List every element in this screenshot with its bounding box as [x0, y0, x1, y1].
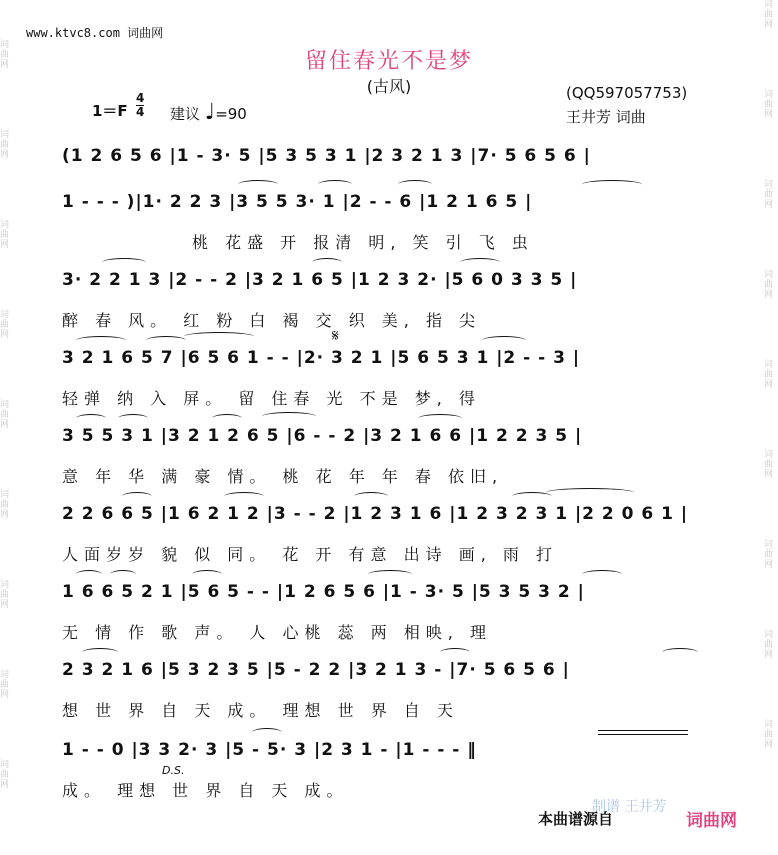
source-site-logo[interactable]: 词曲网	[686, 811, 737, 831]
sidebar-left	[0, 0, 14, 855]
arranger-credit: 制谱 王井芳	[592, 799, 667, 815]
notation-line: 1 - - 0 |3 3 2· 3 |5 - 5· 3 |2 3 1 - |1 - - - ‖	[62, 740, 477, 760]
tempo-value: =90	[215, 105, 247, 123]
watermark: 词曲网	[764, 90, 774, 120]
lyric-line: 轻弹 纳 入 屏。 留 住春 光 不是 梦, 得	[62, 389, 481, 408]
slur-mark	[76, 414, 106, 423]
notation-line: 3· 2 2 1 3 |2 - - 2 |3 2 1 6 5 |1 2 3 2· |5 6 0 3 3 5 |	[62, 270, 578, 290]
segno-icon: 𝄋	[332, 326, 339, 345]
watermark: 词曲网	[764, 720, 774, 750]
watermark: 词曲网	[0, 310, 10, 340]
lyric-line: 醉 春 风。 红 粉 白 褐 交 织 美, 指 尖	[62, 311, 482, 330]
lyric-line: 想 世 界 自 天 成。 理想 世 界 自 天	[62, 701, 459, 720]
key-signature: 1＝F	[92, 102, 128, 120]
author-credit: 王井芳 词曲	[566, 108, 646, 126]
slur-mark	[440, 648, 470, 657]
ds-marking: D.S.	[162, 764, 185, 777]
slur-mark	[238, 180, 278, 189]
lyric-line: 意 年 华 满 豪 情。 桃 花 年 年 春 依旧,	[62, 467, 504, 486]
slur-mark	[122, 492, 152, 501]
slur-mark	[118, 414, 148, 423]
tempo-label: 建议	[170, 105, 201, 123]
time-signature-bottom: 4	[136, 105, 145, 119]
slur-mark	[252, 728, 282, 737]
watermark: 词曲网	[0, 760, 10, 790]
slur-mark	[262, 412, 316, 421]
watermark: 词曲网	[0, 490, 10, 520]
tempo-marking	[170, 100, 247, 125]
slur-mark	[368, 570, 412, 579]
time-signature-top: 4	[136, 91, 145, 105]
notation-line: 1 6 6 5 2 1 |5 6 5 - - |1 2 6 5 6 |1 - 3· 5 |5 3 5 3 2 |	[62, 582, 585, 602]
quarter-note-icon: ♩	[204, 100, 216, 125]
watermark: 词曲网	[764, 360, 774, 390]
sidebar-right	[764, 0, 778, 855]
slur-mark	[398, 180, 432, 189]
slur-mark	[318, 180, 352, 189]
watermark: 词曲网	[0, 580, 10, 610]
site-url[interactable]: www.ktvc8.com 词曲网	[26, 26, 164, 40]
slur-mark	[184, 332, 254, 341]
slur-mark	[146, 336, 186, 345]
slur-mark	[76, 570, 102, 579]
slur-mark	[224, 492, 264, 501]
time-signature	[136, 92, 144, 119]
slur-mark	[662, 648, 698, 657]
lyric-line: 人面岁岁 貌 似 同。 花 开 有意 出诗 画, 雨 打	[62, 545, 558, 564]
slur-mark	[312, 258, 342, 267]
notation-line: 3 2 1 6 5 7 |6 5 6 1 - - |2· 3 2 1 |5 6 5 3 1 |2 - - 3 |	[62, 348, 581, 368]
lyric-line: 成。 理想 世 界 自 天 成。	[62, 781, 349, 800]
watermark: 词曲网	[764, 630, 774, 660]
slur-mark	[212, 414, 242, 423]
watermark: 词曲网	[764, 540, 774, 570]
watermark: 词曲网	[764, 270, 774, 300]
notation-line: 2 3 2 1 6 |5 3 2 3 5 |5 - 2 2 |3 2 1 3 - |7· 5 6 5 6 |	[62, 660, 570, 680]
notation-line: 1 - - - )|1· 2 2 3 |3 5 5 3· 1 |2 - - 6 |1 2 1 6 5 |	[62, 192, 533, 212]
watermark: 词曲网	[0, 40, 10, 70]
song-title: 留住春光不是梦	[304, 49, 473, 74]
slur-mark	[482, 336, 526, 345]
watermark: 词曲网	[0, 670, 10, 700]
slur-mark	[76, 336, 126, 345]
slur-mark	[460, 258, 500, 267]
source-label: 本曲谱源自	[538, 810, 614, 828]
notation-line: (1 2 6 5 6 |1 - 3· 5 |5 3 5 3 1 |2 3 2 1 3 |7· 5 6 5 6 |	[62, 146, 591, 166]
watermark: 词曲网	[764, 450, 774, 480]
notation-line: 2 2 6 6 5 |1 6 2 1 2 |3 - - 2 |1 2 3 1 6 |1 2 3 2 3 1 |2 2 0 6 1 |	[62, 504, 689, 524]
slur-mark	[102, 258, 146, 267]
slur-mark	[582, 570, 622, 579]
slur-mark	[418, 414, 462, 423]
lyric-line: 桃 花盛 开 报清 明, 笑 引 飞 虫	[192, 233, 534, 252]
watermark: 词曲网	[0, 220, 10, 250]
watermark: 词曲网	[0, 130, 10, 160]
watermark: 词曲网	[0, 400, 10, 430]
extension-line	[598, 734, 688, 735]
slur-mark	[82, 648, 118, 657]
watermark: 词曲网	[764, 180, 774, 210]
slur-mark	[546, 488, 634, 497]
lyric-line: 无 情 作 歌 声。 人 心桃 蕊 两 相映, 理	[62, 623, 492, 642]
slur-mark	[192, 570, 222, 579]
watermark: 词曲网	[764, 0, 774, 30]
slur-mark	[110, 570, 136, 579]
slur-mark	[582, 180, 642, 189]
slur-mark	[354, 492, 388, 501]
qq-number: (QQ597057753)	[566, 84, 688, 102]
notation-line: 3 5 5 3 1 |3 2 1 2 6 5 |6 - - 2 |3 2 1 6 6 |1 2 2 3 5 |	[62, 426, 583, 446]
extension-line	[598, 730, 688, 731]
song-subtitle: (古风)	[366, 77, 412, 96]
